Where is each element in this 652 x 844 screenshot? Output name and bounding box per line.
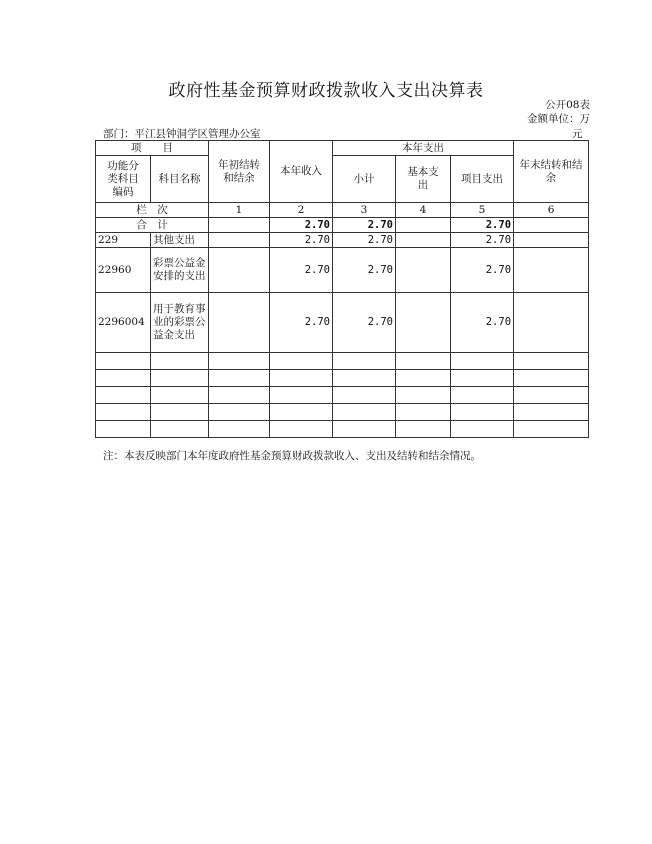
total-row <box>96 218 589 233</box>
budget-table <box>95 140 589 438</box>
footnote: 注：本表反映部门本年度政府性基金预算财政拨款收入、支出及结转和结余情况。 <box>103 450 481 462</box>
cell-project: 2.70 <box>451 293 514 353</box>
cell-basic <box>396 233 451 248</box>
cell-begin <box>209 218 270 233</box>
table-row <box>96 233 589 248</box>
department-label: 部门：平江县钟洞学区管理办公室 <box>103 128 261 140</box>
table-row <box>96 248 589 293</box>
cell-end <box>514 233 589 248</box>
cell-income: 2.70 <box>270 293 333 353</box>
col-number: 1 <box>209 203 270 218</box>
cell-subtotal: 2.70 <box>333 248 396 293</box>
cell-end <box>514 293 589 353</box>
cell-end <box>514 218 589 233</box>
header-basic: 基本支出 <box>396 156 451 203</box>
cell-income: 2.70 <box>270 248 333 293</box>
cell-project: 2.70 <box>451 233 514 248</box>
cell-income: 2.70 <box>270 218 333 233</box>
cell-income: 2.70 <box>270 233 333 248</box>
cell-end <box>514 248 589 293</box>
page-title: 政府性基金预算财政拨款收入支出决算表 <box>168 81 484 101</box>
unit-label-tail: 元 <box>572 128 583 140</box>
cell-subtotal: 2.70 <box>333 233 396 248</box>
cell-begin <box>209 293 270 353</box>
cell-begin <box>209 248 270 293</box>
form-code: 公开08表 <box>545 99 590 111</box>
header-item: 项 目 <box>96 141 209 156</box>
header-income: 本年收入 <box>270 141 333 203</box>
header-project: 项目支出 <box>451 156 514 203</box>
cell-project: 2.70 <box>451 218 514 233</box>
cell-basic <box>396 248 451 293</box>
cell-basic <box>396 218 451 233</box>
col-number: 5 <box>451 203 514 218</box>
header-subject-name: 科目名称 <box>151 156 209 203</box>
cell-basic <box>396 293 451 353</box>
cell-project: 2.70 <box>451 248 514 293</box>
table-row <box>96 293 589 353</box>
empty-row <box>96 353 589 370</box>
empty-row <box>96 370 589 387</box>
cell-code: 2296004 <box>96 293 151 353</box>
header-end-balance: 年末结转和结余 <box>514 141 589 203</box>
cell-code: 22960 <box>96 248 151 293</box>
col-number: 3 <box>333 203 396 218</box>
cell-subtotal: 2.70 <box>333 293 396 353</box>
total-label: 合 计 <box>96 218 209 233</box>
cell-subtotal: 2.70 <box>333 218 396 233</box>
empty-row <box>96 387 589 404</box>
empty-row <box>96 421 589 438</box>
header-subtotal: 小计 <box>333 156 396 203</box>
cell-name: 用于教育事业的彩票公益金支出 <box>151 293 209 353</box>
cell-begin <box>209 233 270 248</box>
header-expense-group: 本年支出 <box>333 141 514 156</box>
unit-label: 金额单位：万 <box>527 113 590 125</box>
col-number: 6 <box>514 203 589 218</box>
cell-name: 其他支出 <box>151 233 209 248</box>
cell-code: 229 <box>96 233 151 248</box>
empty-row <box>96 404 589 421</box>
header-begin-balance: 年初结转和结余 <box>209 141 270 203</box>
col-index-label: 栏 次 <box>96 203 209 218</box>
header-func-code: 功能分类科目编码 <box>96 156 151 203</box>
col-number: 4 <box>396 203 451 218</box>
cell-name: 彩票公益金安排的支出 <box>151 248 209 293</box>
col-number: 2 <box>270 203 333 218</box>
